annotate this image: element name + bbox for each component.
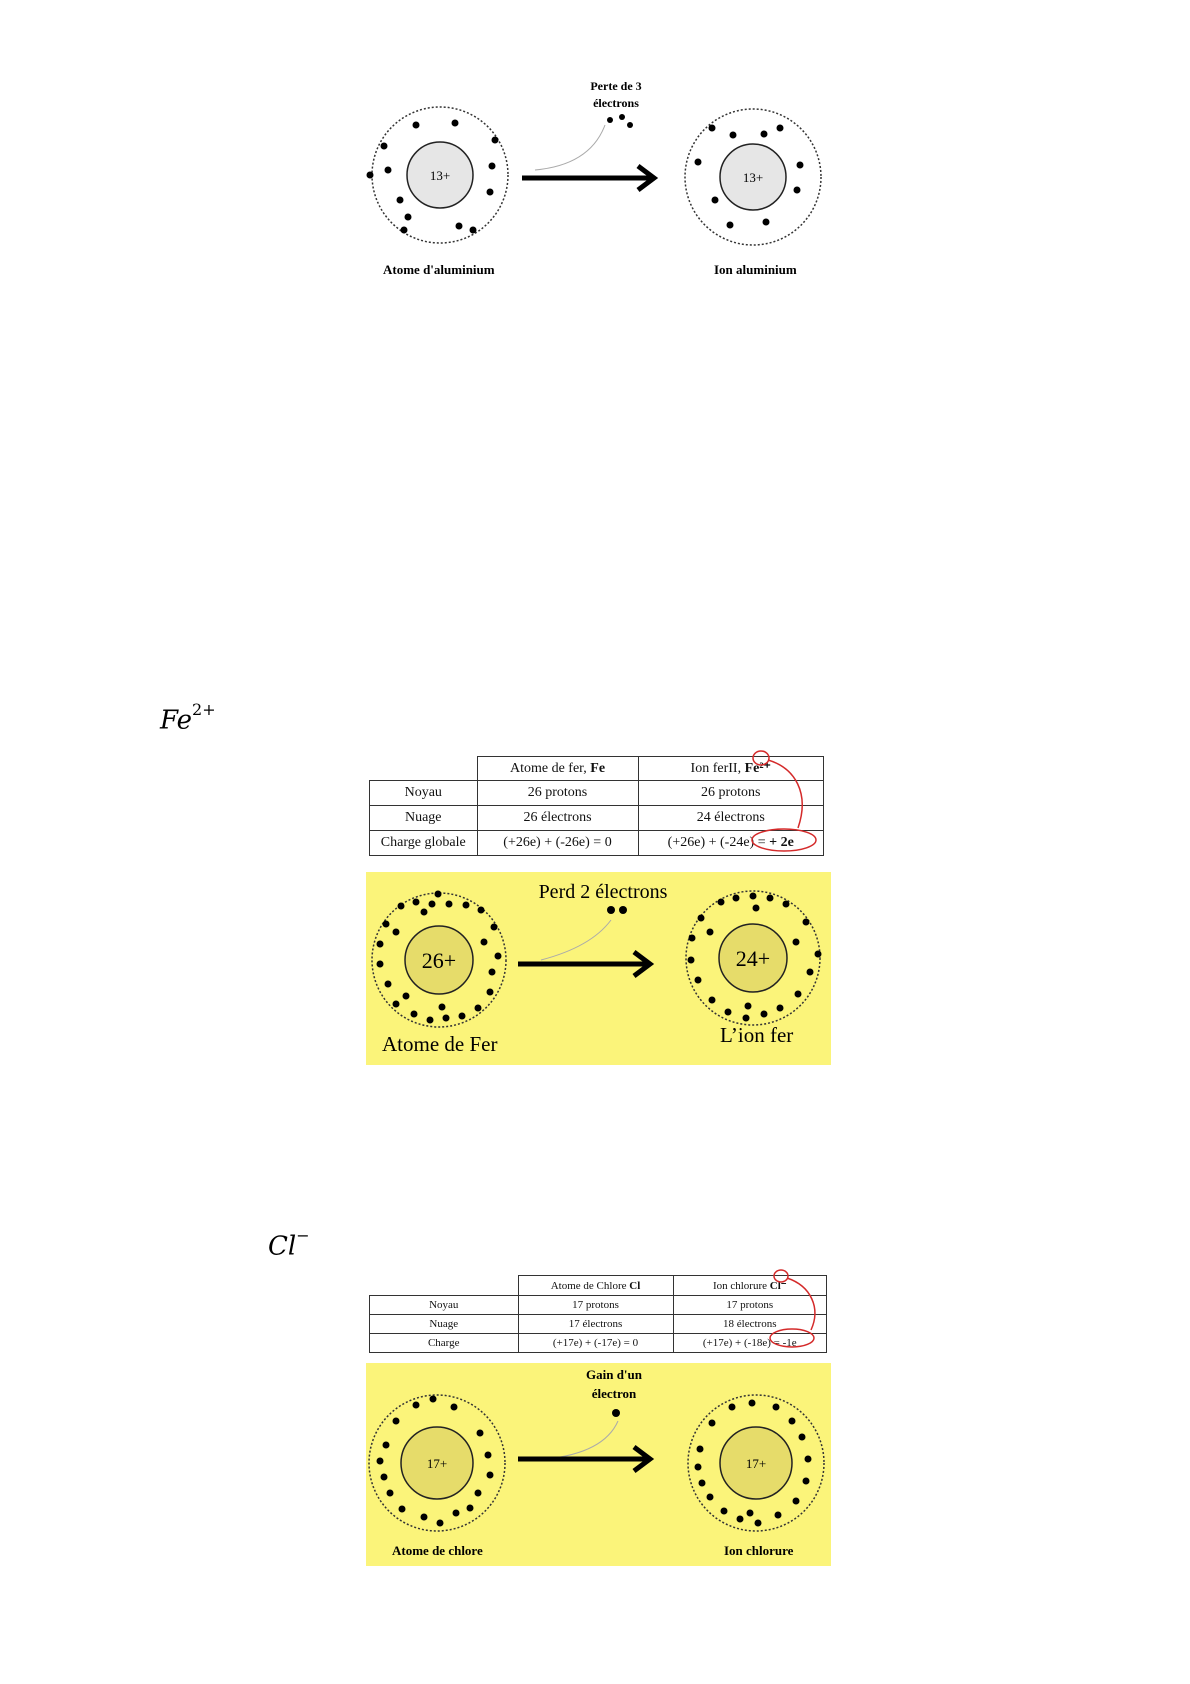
chlorine-row-nuage-ion: 18 électrons [673, 1315, 827, 1334]
aluminium-lost-electrons [607, 114, 633, 128]
aluminium-ion-nucleus-label: 13+ [742, 170, 764, 185]
chlorine-red-annotation [766, 1268, 836, 1350]
iron-row-noyau-label: Noyau [370, 781, 478, 806]
chlorine-row-noyau-ion: 17 protons [673, 1296, 827, 1315]
chlorine-row-nuage-atom: 17 électrons [518, 1315, 673, 1334]
chlorine-row-nuage-label: Nuage [370, 1315, 519, 1334]
iron-formula-charge: 2+ [192, 700, 216, 719]
iron-caption-right: L’ion fer [720, 1023, 794, 1047]
chlorine-row-noyau-atom: 17 protons [518, 1296, 673, 1315]
iron-row-noyau-atom: 26 protons [477, 781, 638, 806]
chlorine-ion-nucleus-label: 17+ [745, 1456, 767, 1471]
iron-header-ion: Ion ferII, [690, 761, 745, 776]
chlorine-table [369, 1275, 827, 1353]
iron-row-nuage-atom: 26 électrons [477, 806, 638, 831]
chlorine-atom-nucleus-label: 17+ [426, 1456, 448, 1471]
iron-lost-electrons [607, 906, 627, 914]
chlorine-gained-electron [612, 1409, 620, 1417]
iron-row-noyau-ion: 26 protons [638, 781, 824, 806]
chlorine-header-atom-symbol: Cl [629, 1279, 641, 1292]
iron-formula-base: Fe [160, 705, 193, 736]
chlorine-gain-label-2: électron [591, 1386, 637, 1401]
chlorine-charge-result: -1e [782, 1337, 797, 1349]
iron-caption-left: Atome de Fer [382, 1032, 498, 1056]
chlorine-formula [268, 1226, 310, 1262]
chlorine-row-charge-atom: (+17e) + (-17e) = 0 [518, 1334, 673, 1353]
iron-row-charge-label: Charge globale [370, 831, 478, 856]
chlorine-caption-left: Atome de chlore [392, 1543, 483, 1558]
iron-header-atom-symbol: Fe [590, 760, 606, 776]
aluminium-caption-left: Atome d'aluminium [383, 262, 495, 277]
chlorine-row-noyau-label: Noyau [370, 1296, 519, 1315]
iron-ion-nucleus-label: 24+ [735, 946, 771, 971]
iron-atom-nucleus-label: 26+ [421, 948, 457, 973]
aluminium-loss-label-1: Perte de 3 [590, 80, 642, 93]
iron-row-nuage-label: Nuage [370, 806, 478, 831]
chlorine-caption-right: Ion chlorure [724, 1543, 794, 1558]
aluminium-diagram [360, 80, 840, 290]
aluminium-loss-label-2: électrons [593, 96, 639, 110]
aluminium-caption-right: Ion aluminium [714, 262, 797, 277]
chlorine-row-charge-ion: (+17e) + (-18e) = [702, 1337, 783, 1349]
iron-header-atom: Atome de fer, [509, 760, 591, 776]
iron-loss-label: Perd 2 électrons [538, 881, 668, 903]
iron-row-charge-atom: (+26e) + (-26e) = 0 [477, 831, 638, 856]
iron-formula [160, 700, 216, 736]
chlorine-header-atom: Atome de Chlore [550, 1279, 630, 1292]
chlorine-row-charge-label: Charge [370, 1334, 519, 1353]
chlorine-diagram [366, 1363, 831, 1566]
chlorine-header-ion: Ion chlorure [712, 1280, 770, 1292]
iron-row-charge-ion: (+26e) + (-24e) = [667, 835, 770, 850]
iron-row-nuage-ion: 24 électrons [638, 806, 824, 831]
chlorine-formula-base: Cl [268, 1231, 297, 1262]
chlorine-formula-charge: − [296, 1226, 310, 1245]
iron-red-annotation [740, 748, 830, 858]
iron-diagram [366, 872, 831, 1065]
iron-header-ion-symbol: Fe²⁺ [744, 761, 771, 776]
chlorine-gain-label-1: Gain d'un [585, 1367, 643, 1382]
chlorine-header-ion-symbol: Cl⁻ [769, 1280, 787, 1292]
iron-charge-result: + 2e [769, 835, 794, 850]
aluminium-atom-nucleus-label: 13+ [429, 168, 451, 183]
